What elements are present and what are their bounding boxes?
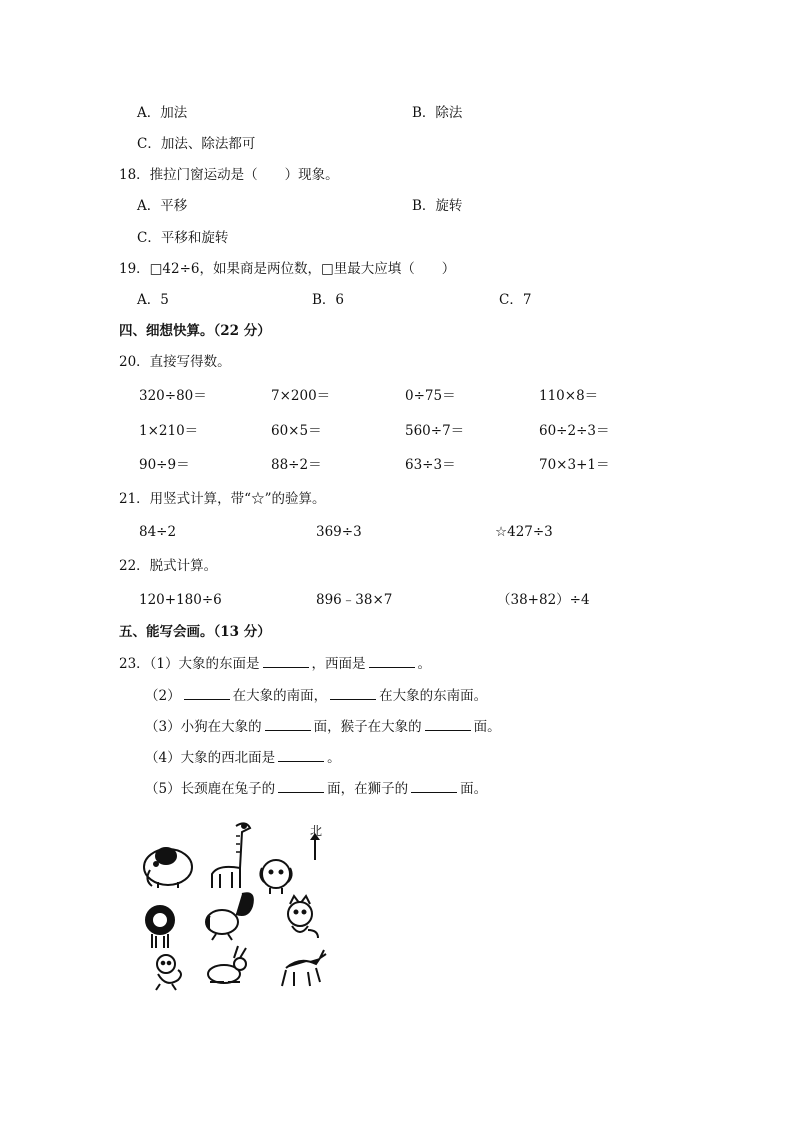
q20-question: 20．直接写得数。 bbox=[119, 354, 231, 370]
dog-icon bbox=[260, 860, 291, 894]
q23-text: 23．（1）大象的东面是 bbox=[119, 656, 260, 672]
answer-blank[interactable] bbox=[278, 779, 324, 793]
q23-text: （5）长颈鹿在兔子的 bbox=[145, 781, 276, 797]
q20-item: 63÷3＝ bbox=[405, 457, 456, 473]
q23-line-1 bbox=[119, 654, 431, 673]
q23-text: 面，在狮子的 bbox=[327, 781, 409, 797]
q23-text: 。 bbox=[417, 656, 432, 672]
animal-map-figure bbox=[136, 812, 336, 1002]
q17-option-a: A．加法 bbox=[137, 105, 188, 121]
q18-question: 18．推拉门窗运动是（ ）现象。 bbox=[119, 167, 339, 183]
q23-line-2 bbox=[145, 686, 487, 705]
q21-question: 21．用竖式计算，带“☆”的验算。 bbox=[119, 491, 326, 507]
answer-blank[interactable] bbox=[369, 654, 415, 668]
q17-option-c: C．加法、除法都可 bbox=[137, 136, 256, 152]
q22-item: 896﹣38×7 bbox=[316, 592, 393, 608]
q23-text: 在大象的南面， bbox=[232, 688, 328, 704]
q20-item: 0÷75＝ bbox=[405, 388, 456, 404]
q20-item: 60÷2÷3＝ bbox=[539, 423, 610, 439]
squirrel-icon bbox=[206, 893, 253, 940]
q23-line-3 bbox=[145, 717, 501, 736]
q21-item: 84÷2 bbox=[139, 524, 177, 540]
elephant-icon bbox=[144, 848, 192, 888]
north-label: 北 bbox=[310, 824, 323, 838]
giraffe-icon bbox=[212, 823, 250, 888]
q23-text: （2） bbox=[145, 688, 181, 704]
lion-icon bbox=[146, 906, 174, 948]
q20-item: 320÷80＝ bbox=[139, 388, 207, 404]
q22-question: 22．脱式计算。 bbox=[119, 558, 218, 574]
q22-item: （38+82）÷4 bbox=[497, 592, 590, 608]
q23-text: （4）大象的西北面是 bbox=[145, 750, 276, 766]
q23-text: 面。 bbox=[460, 781, 488, 797]
q20-item: 60×5＝ bbox=[271, 423, 322, 439]
answer-blank[interactable] bbox=[425, 717, 471, 731]
section-4-title: 四、细想快算。（22 分） bbox=[119, 323, 271, 339]
q21-item: ☆427÷3 bbox=[495, 524, 553, 540]
q23-text: 。 bbox=[327, 750, 341, 766]
monkey-icon bbox=[156, 955, 181, 990]
answer-blank[interactable] bbox=[278, 748, 324, 762]
answer-blank[interactable] bbox=[265, 717, 311, 731]
q23-text: 面。 bbox=[473, 719, 501, 735]
q18-option-c: C．平移和旋转 bbox=[137, 230, 229, 246]
q22-item: 120+180÷6 bbox=[139, 592, 222, 608]
q19-question: 19．□42÷6，如果商是两位数，□里最大应填（ ） bbox=[119, 261, 456, 277]
q20-item: 90÷9＝ bbox=[139, 457, 190, 473]
answer-blank[interactable] bbox=[411, 779, 457, 793]
q23-text: （3）小狗在大象的 bbox=[145, 719, 262, 735]
q20-item: 110×8＝ bbox=[539, 388, 599, 404]
rabbit-icon bbox=[208, 946, 246, 983]
q20-item: 7×200＝ bbox=[271, 388, 331, 404]
q20-item: 1×210＝ bbox=[139, 423, 199, 439]
q20-item: 70×3+1＝ bbox=[539, 457, 610, 473]
q23-text: ，西面是 bbox=[311, 656, 366, 672]
q23-text: 在大象的东南面。 bbox=[379, 688, 488, 704]
q21-item: 369÷3 bbox=[316, 524, 362, 540]
bull-icon bbox=[282, 950, 326, 986]
section-5-title: 五、能写会画。（13 分） bbox=[119, 624, 271, 640]
q18-option-a: A．平移 bbox=[137, 198, 188, 214]
q19-option-a: A．5 bbox=[137, 292, 169, 308]
q19-option-b: B．6 bbox=[312, 292, 345, 308]
q20-item: 560÷7＝ bbox=[405, 423, 465, 439]
q20-item: 88÷2＝ bbox=[271, 457, 322, 473]
q19-option-c: C．7 bbox=[499, 292, 532, 308]
q23-text: 面，猴子在大象的 bbox=[313, 719, 422, 735]
answer-blank[interactable] bbox=[330, 686, 376, 700]
q18-option-b: B．旋转 bbox=[412, 198, 463, 214]
q23-line-4 bbox=[145, 748, 341, 767]
q23-line-5 bbox=[145, 779, 487, 798]
answer-blank[interactable] bbox=[263, 654, 309, 668]
cat-icon bbox=[288, 896, 318, 938]
q17-option-b: B．除法 bbox=[412, 105, 463, 121]
answer-blank[interactable] bbox=[184, 686, 230, 700]
